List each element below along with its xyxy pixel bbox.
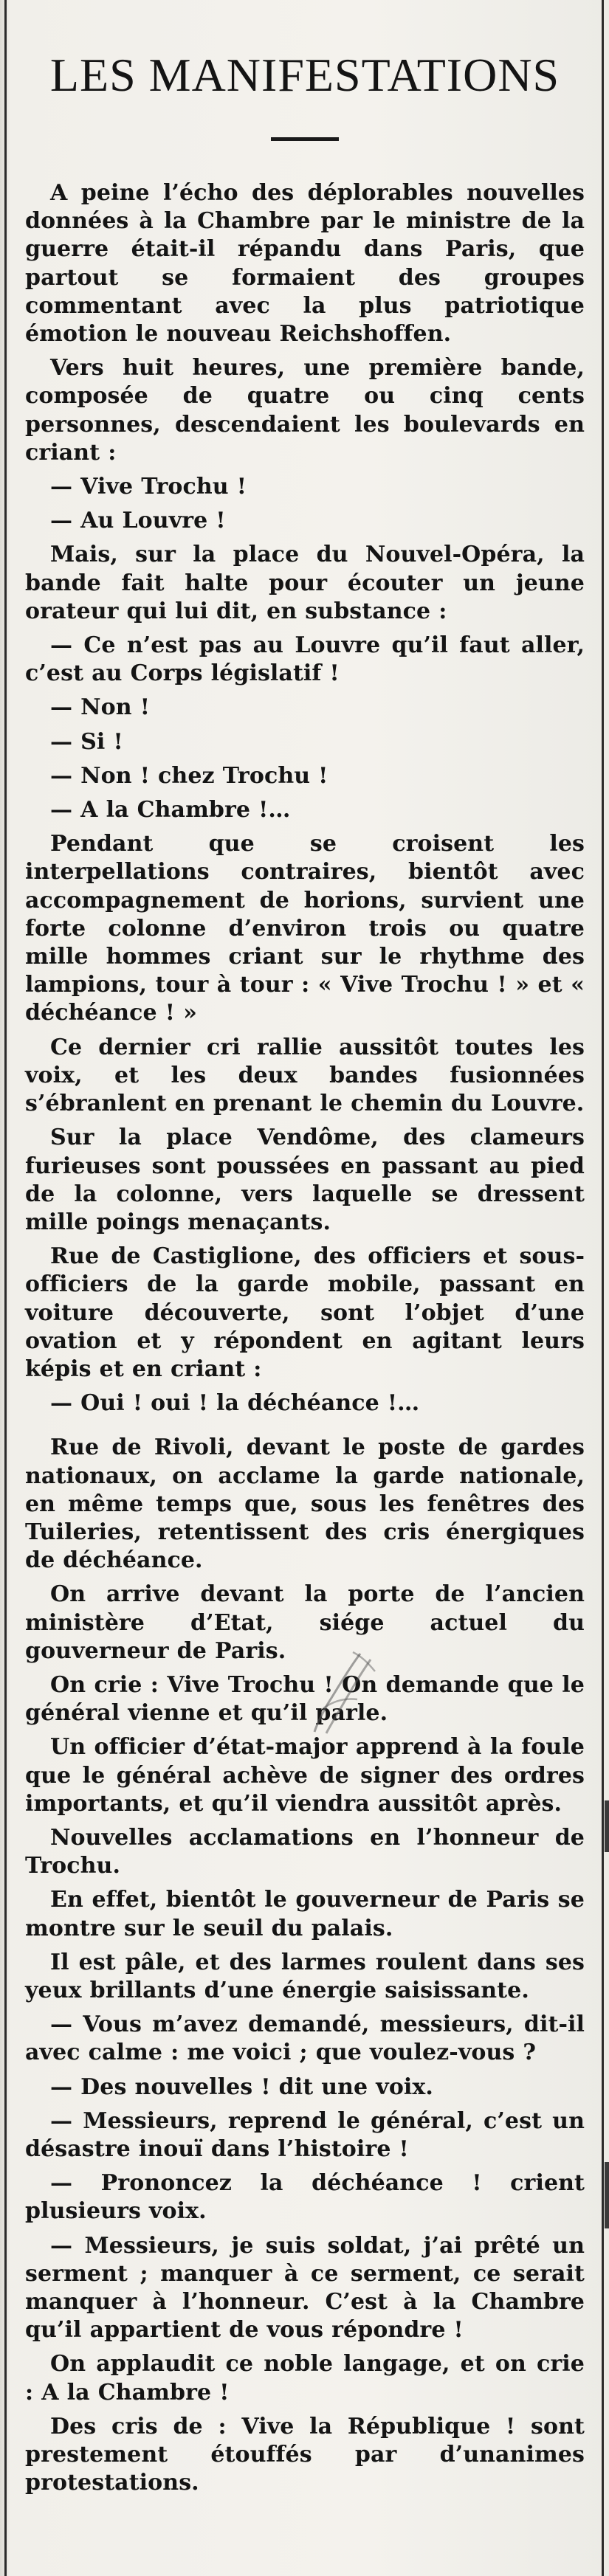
article-paragraph: — Messieurs, je suis soldat, j’ai prêté un serment ; manquer à ce serment, ce serait manquer à l’honneur. C’est à la Chambre qu’il appartient de vous répondre ! [25,2232,585,2344]
article-title: LES MANIFESTATIONS [49,49,560,101]
article-paragraph: — Non ! chez Trochu ! [50,762,328,789]
article-paragraph: — Au Louvre ! [50,508,226,534]
article-paragraph: — Des nouvelles ! dit une voix. [50,2073,433,2100]
pencil-mark-icon [309,1649,379,1736]
article-paragraph: Des cris de : Vive la République ! sont prestement étouffés par d’unanimes protestations. [25,2413,585,2496]
article-paragraph: Un officier d’état-major apprend à la foule que le général achève de signer des ordres importants, et qu’il viendra aussitôt après. [25,1734,585,1817]
article-paragraph: Ce dernier cri rallie aussitôt toutes les voix, et les deux bandes fusionnées s’ébranlent en prenant le chemin du Louvre. [25,1034,585,1117]
article-paragraph: Sur la place Vendôme, des clameurs furieuses sont poussées en passant au pied de la colonne, vers laquelle se dressent mille poings menaçants. [25,1125,585,1235]
column-rule-right [602,0,604,2576]
article-paragraph: Mais, sur la place du Nouvel-Opéra, la bande fait halte pour écouter un jeune orateur qui lui dit, en substance : [25,542,585,624]
article-paragraph: Rue de Castiglione, des officiers et sous-officiers de la garde mobile, passant en voiture découverte, sont l’objet d’une ovation et y répondent en agitant leurs képis et en criant : [25,1243,585,1382]
article-paragraph: On applaudit ce noble langage, et on crie : A la Chambre ! [25,2351,585,2406]
article-paragraph: A peine l’écho des déplorables nouvelles données à la Chambre par le ministre de la guerre était-il répandu dans Paris, que partout se formaient des groupes commentant avec la plus patriotique émotion le nouveau Reichshoffen. [25,180,585,348]
article-paragraph: On arrive devant la porte de l’ancien ministère d’Etat, siége actuel du gouverneur de Paris. [25,1581,585,1664]
article-paragraph: Vers huit heures, une première bande, composée de quatre ou cinq cents personnes, descendaient les boulevards en criant : [25,355,585,466]
article-paragraph: — Ce n’est pas au Louvre qu’il faut aller, c’est au Corps législatif ! [25,632,585,687]
adjacent-column-fragment [605,2162,609,2228]
article-paragraph: Il est pâle, et des larmes roulent dans ses yeux brillants d’une énergie saisissante. [25,1949,585,2003]
title-rule [271,137,339,141]
article-paragraph: On crie : Vive Trochu ! On demande que le général vienne et qu’il parle. [25,1671,585,1727]
article-paragraph: — Messieurs, reprend le général, c’est un désastre inouï dans l’histoire ! [25,2107,585,2162]
article-paragraph: — Oui ! oui ! la déchéance !… [50,1390,420,1417]
article-paragraph: — Si ! [50,728,123,755]
column-rule-left [4,0,7,2576]
article-column [25,46,585,2503]
article-paragraph: — Non ! [50,694,151,721]
article-paragraph: — Prononcez la déchéance ! crient plusieurs voix. [25,2170,585,2225]
article-paragraph: — Vous m’avez demandé, messieurs, dit-il avec calme : me voici ; que voulez-vous ? [25,2012,585,2066]
article-paragraph: Pendant que se croisent les interpellations contraires, bientôt avec accompagnement de horions, survient une forte colonne d’environ trois ou quatre mille hommes criant sur le rhythme des lampions, tour à tour : « Vive Trochu ! » et « déchéance ! » [25,831,585,1026]
adjacent-column-fragment [605,1800,609,1852]
article-paragraph: Nouvelles acclamations en l’honneur de Trochu. [25,1824,585,1879]
article-paragraph: En effet, bientôt le gouverneur de Paris se montre sur le seuil du palais. [25,1887,585,1941]
article-paragraph: Rue de Rivoli, devant le poste de gardes nationaux, on acclame la garde nationale, en même temps que, sous les fenêtres des Tuileries, retentissent des cris énergiques de déchéance. [25,1434,585,1574]
article-paragraph: — Vive Trochu ! [50,474,247,500]
article-paragraph: — A la Chambre !… [50,797,291,823]
